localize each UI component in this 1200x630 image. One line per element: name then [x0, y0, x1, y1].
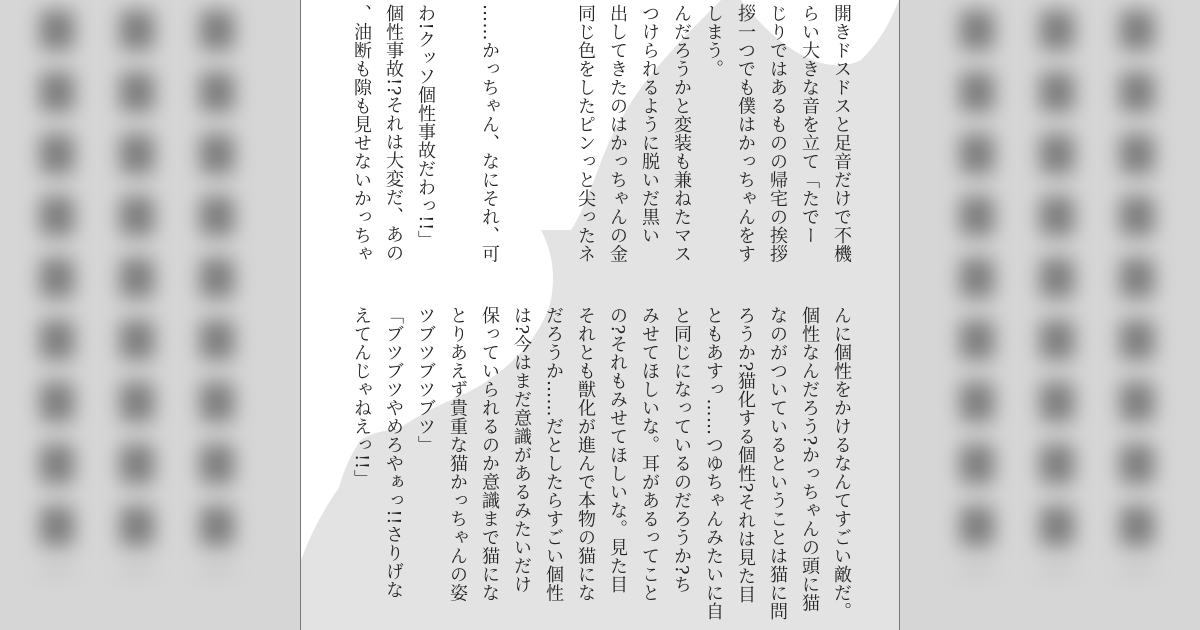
text-column: ……かっちゃん、なにそれ、可 — [479, 4, 500, 263]
blurred-column — [960, 10, 994, 570]
text-column: んだろうかと変装も兼ねたマス — [671, 4, 692, 263]
text-column: だろうか……だとしたらすごい個性 — [543, 306, 564, 602]
text-column: 拶一つでも僕はかっちゃんをす — [735, 4, 756, 263]
text-column: らい大きな音を立て「たでー — [799, 4, 820, 245]
text-column: わ!クッソ個性事故だわっ!!」 — [415, 4, 436, 250]
text-block-top — [345, 4, 857, 263]
novel-page — [300, 0, 900, 630]
blurred-background-right — [900, 0, 1200, 630]
text-column: ツブツブツブツ」 — [415, 306, 436, 454]
text-column — [505, 4, 537, 263]
text-column: じりではあるものの帰宅の挨拶 — [767, 4, 788, 263]
blurred-column — [120, 10, 154, 570]
text-column: 保っていられるのか意識まで猫にな — [479, 306, 500, 602]
text-column: それとも獣化が進んで本物の猫にな — [575, 306, 596, 602]
text-column — [441, 4, 473, 263]
text-column: 同じ色をしたピンっと尖ったネ — [575, 4, 596, 263]
blurred-column — [200, 10, 234, 570]
text-column: 「ブツブツやめろやぁっ!!さりげな — [383, 306, 404, 599]
text-column: つけられるように脱いだ黒い — [639, 4, 660, 245]
text-column: 、油断も隙も見せないかっちゃ — [351, 4, 372, 263]
text-column — [537, 4, 569, 263]
text-column: ろうか?猫化する個性?それは見た目 — [735, 306, 756, 604]
text-column: 個性事故!?それは大変だ、あの — [383, 4, 404, 263]
blurred-column — [40, 10, 74, 570]
text-column: えてんじゃねえっ!!」 — [351, 306, 372, 488]
text-column: ともあすっ……つゆちゃんみたいに自 — [703, 306, 724, 621]
text-column: みせてほしいな。耳があるってこと — [639, 306, 660, 602]
blurred-column — [1040, 10, 1074, 570]
blurred-background-left — [0, 0, 300, 630]
text-column: とりあえず貴重な猫かっちゃんの姿 — [447, 306, 468, 602]
text-column: と同じになっているのだろうか?ち — [671, 306, 692, 594]
text-column: の?それもみせてほしいな。見た目 — [607, 306, 628, 594]
text-block-bottom — [345, 306, 857, 621]
text-column: なのがついているということは猫に問 — [767, 306, 788, 621]
text-column: しまう。 — [703, 4, 724, 78]
text-column: 開きドスドスと足音だけで不機 — [831, 4, 852, 263]
blurred-column — [1120, 10, 1154, 570]
text-column: は?今はまだ意識があるみたいだけ — [511, 306, 532, 594]
text-column: んに個性をかけるなんてすごい敵だ。 — [831, 306, 852, 621]
text-column: 個性なんだろう?かっちゃんの頭に猫 — [799, 306, 820, 613]
text-column: 出してきたのはかっちゃんの金 — [607, 4, 628, 263]
